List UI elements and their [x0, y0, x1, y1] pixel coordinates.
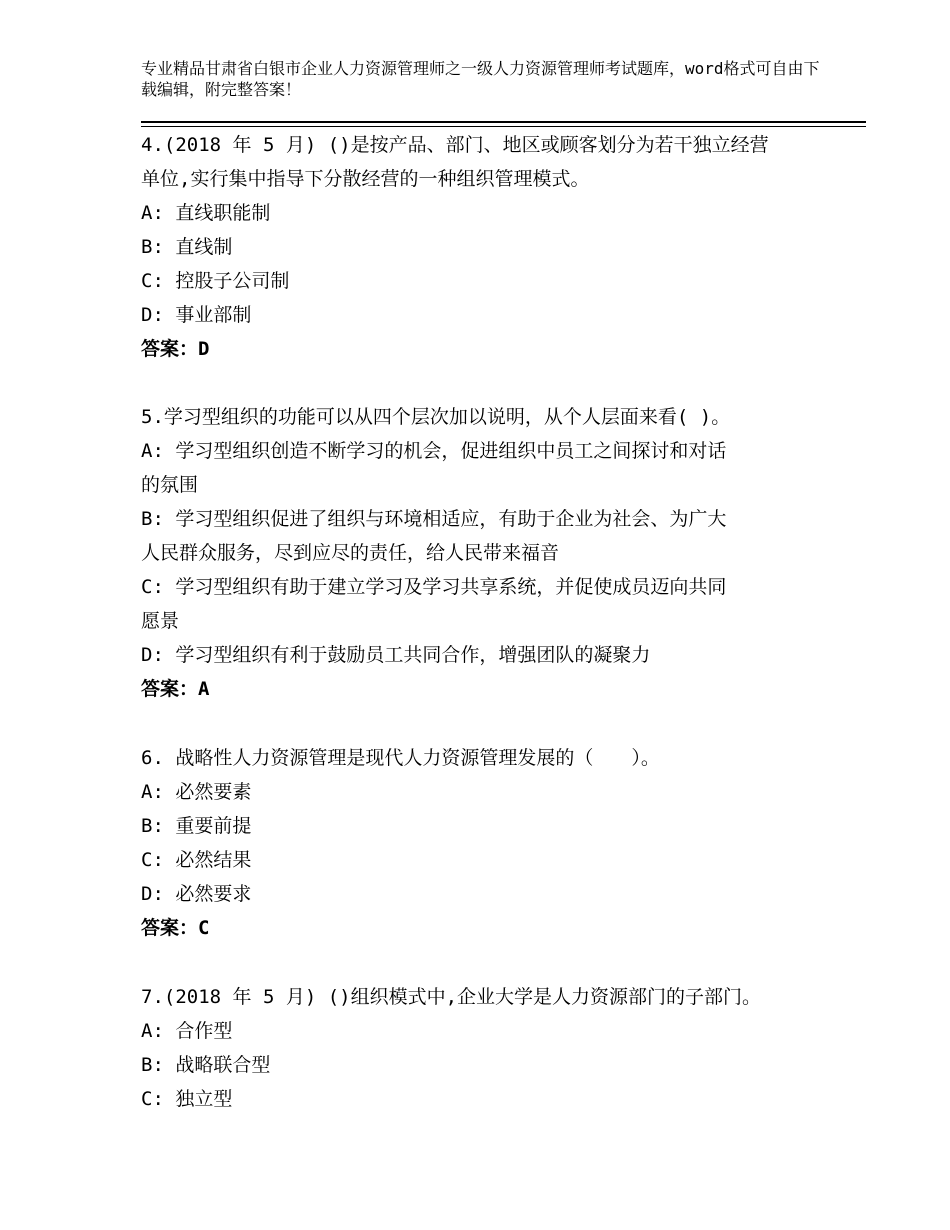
option-b: B: 重要前提 — [141, 815, 252, 837]
question-4 — [141, 128, 821, 366]
option-b: B: 直线制 — [141, 236, 233, 258]
question-stem: 6. 战略性人力资源管理是现代人力资源管理发展的（ ）。 — [141, 747, 660, 769]
option-d: D: 事业部制 — [141, 304, 252, 326]
answer: 答案：D — [141, 338, 210, 360]
question-stem: 单位,实行集中指导下分散经营的一种组织管理模式。 — [141, 168, 590, 190]
option-b-cont: 人民群众服务，尽到应尽的责任，给人民带来福音 — [141, 542, 560, 564]
question-7 — [141, 980, 821, 1116]
answer: 答案：A — [141, 678, 210, 700]
option-c: C: 必然结果 — [141, 849, 252, 871]
question-stem: 7.(2018 年 5 月) ()组织模式中,企业大学是人力资源部门的子部门。 — [141, 986, 762, 1008]
option-c: C: 独立型 — [141, 1088, 233, 1110]
option-a: A: 合作型 — [141, 1020, 233, 1042]
option-a: A: 必然要素 — [141, 781, 252, 803]
question-5 — [141, 400, 821, 706]
question-stem: 5.学习型组织的功能可以从四个层次加以说明，从个人层面来看( )。 — [141, 406, 731, 428]
option-d: D: 学习型组织有利于鼓励员工共同合作，增强团队的凝聚力 — [141, 644, 651, 666]
option-a: A: 直线职能制 — [141, 202, 271, 224]
header-rule-thin — [141, 126, 866, 127]
answer: 答案：C — [141, 917, 210, 939]
option-a-cont: 的氛围 — [141, 474, 199, 496]
option-a: A: 学习型组织创造不断学习的机会，促进组织中员工之间探讨和对话 — [141, 440, 727, 462]
question-6 — [141, 741, 821, 945]
question-stem: 4.(2018 年 5 月) ()是按产品、部门、地区或顾客划分为若干独立经营 — [141, 134, 769, 156]
option-d: D: 必然要求 — [141, 883, 252, 905]
header-rule-thick — [141, 121, 866, 123]
document-header: 专业精品甘肃省白银市企业人力资源管理师之一级人力资源管理师考试题库，word格式可自由下载编辑，附完整答案！ — [141, 59, 820, 99]
option-c-cont: 愿景 — [141, 610, 180, 632]
option-b: B: 学习型组织促进了组织与环境相适应，有助于企业为社会、为广大 — [141, 508, 727, 530]
option-b: B: 战略联合型 — [141, 1054, 271, 1076]
option-c: C: 控股子公司制 — [141, 270, 290, 292]
option-c: C: 学习型组织有助于建立学习及学习共享系统，并促使成员迈向共同 — [141, 576, 727, 598]
